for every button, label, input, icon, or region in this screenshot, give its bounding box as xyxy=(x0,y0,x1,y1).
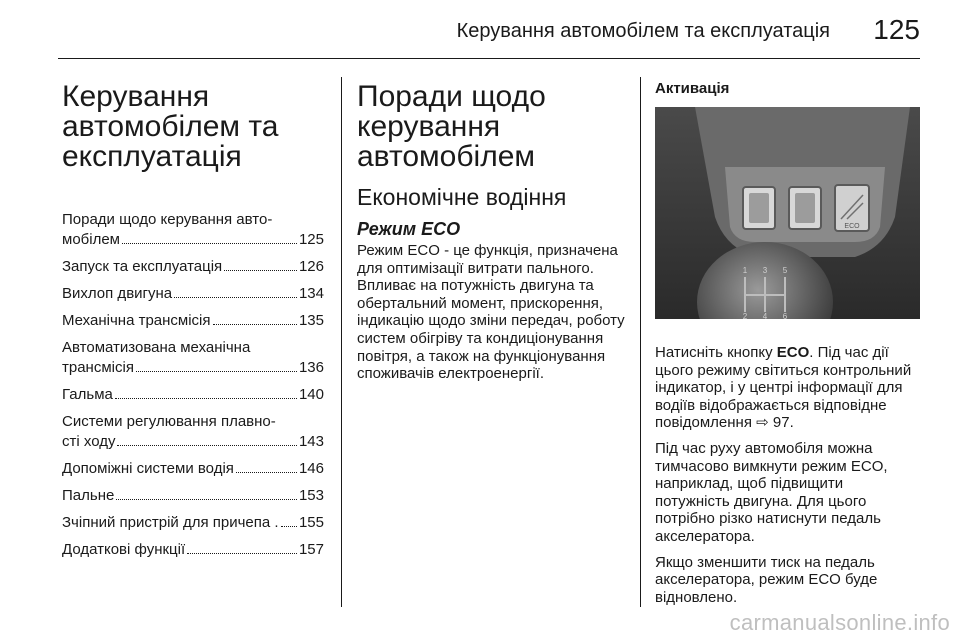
toc-entry-title: Вихлоп двигуна xyxy=(62,285,173,302)
toc-entry-page: 126 xyxy=(298,258,324,275)
toc-entry[interactable] xyxy=(62,540,324,560)
toc-entry-title: Зчіпний пристрій для причепа . xyxy=(62,514,279,531)
toc-entry-page: 153 xyxy=(298,487,324,504)
toc-entry-title: Допоміжні системи водія xyxy=(62,460,234,477)
toc-entry-title-line: Системи регулювання плавно- xyxy=(62,413,276,430)
toc-entry[interactable] xyxy=(62,412,324,452)
gear-number: 6 xyxy=(782,312,788,319)
toc-entry[interactable] xyxy=(62,284,324,304)
gear-number: 4 xyxy=(762,312,768,319)
toc-column xyxy=(62,82,324,567)
toc-leader-dots xyxy=(187,553,297,554)
activation-heading: Активація xyxy=(655,80,730,97)
toc-leader-dots xyxy=(122,243,297,244)
toc-entry[interactable] xyxy=(62,311,324,331)
toc-entry[interactable] xyxy=(62,513,324,533)
activation-paragraph-1: Натисніть кнопку ECO. Під час дії цього режиму світиться контрольний індикатор, і у центрі інформації для водіїв відображається відповідне повідомлення ⇨ 97. xyxy=(655,344,912,432)
toc-leader-dots xyxy=(117,445,297,446)
toc-entry-title: трансмісія xyxy=(62,359,134,376)
section-column xyxy=(357,82,627,383)
toc-leader-dots xyxy=(224,270,297,271)
toc-entry-title: Гальма xyxy=(62,386,113,403)
toc-entry-title: Запуск та експлуатація xyxy=(62,258,223,275)
gear-number: 2 xyxy=(742,312,748,319)
gear-number: 1 xyxy=(742,266,748,275)
column-divider-right xyxy=(640,77,641,607)
section-title: Поради щодо керування автомобілем xyxy=(357,80,546,173)
switch-middle xyxy=(789,187,821,229)
chapter-title: Керування автомобілем та експлуатація xyxy=(62,80,279,173)
toc-entry-page: 125 xyxy=(298,231,324,248)
switch-left xyxy=(743,187,775,229)
toc-entry-page: 134 xyxy=(298,285,324,302)
toc-entry-page: 157 xyxy=(298,541,324,558)
activation-paragraph-3: Якщо зменшити тиск на педаль акселератора, режим ECO буде відновлено. xyxy=(655,553,878,606)
toc-entry-title-line: Поради щодо керування авто- xyxy=(62,211,273,228)
page-header xyxy=(0,14,920,48)
toc-entry-title-line: Автоматизована механічна xyxy=(62,339,251,356)
toc-entry[interactable] xyxy=(62,210,324,250)
toc-entry-title: Додаткові функції xyxy=(62,541,186,558)
eco-mode-heading: Режим ECO xyxy=(357,219,461,239)
toc-entry[interactable] xyxy=(62,338,324,378)
toc-entry[interactable] xyxy=(62,459,324,479)
toc-entry[interactable] xyxy=(62,486,324,506)
toc-leader-dots xyxy=(136,371,297,372)
toc-entry-page: 140 xyxy=(298,386,324,403)
toc-leader-dots xyxy=(116,499,297,500)
toc-entry[interactable] xyxy=(62,385,324,405)
toc-entry-page: 146 xyxy=(298,460,324,477)
eco-button-label: ECO xyxy=(844,223,860,230)
header-rule xyxy=(58,58,920,59)
toc-entry-title: мобілем xyxy=(62,231,120,248)
eco-mode-description: Режим ECO - це функція, призначена для оптимізації витрати пального. Впливає на потужність двигуна та обертальний момент, прискорення, індикацію щодо зміни передач, роботу систем обігріву та кондиціонування повітря, а також на функціонування споживачів електроенергії. xyxy=(357,242,625,383)
toc-entry-title: сті ходу xyxy=(62,433,116,450)
page-reference-arrow-icon: ⇨ xyxy=(756,414,769,432)
watermark: carmanualsonline.info xyxy=(729,610,950,635)
toc-entry-title: Пальне xyxy=(62,487,115,504)
toc-entry-page: 136 xyxy=(298,359,324,376)
gear-number: 3 xyxy=(762,266,768,275)
gear-number: 5 xyxy=(782,266,788,275)
activation-paragraph-2: Під час руху автомобіля можна тимчасово вимкнути режим ECO, наприклад, щоб підвищити потужність двигуна. Для цього потрібно різко натиснути педаль акселератора. xyxy=(655,439,888,545)
toc-entry-page: 143 xyxy=(298,433,324,450)
activation-column xyxy=(655,80,917,614)
page-reference: 97. xyxy=(772,414,794,432)
toc-leader-dots xyxy=(174,297,297,298)
toc-list xyxy=(62,210,324,560)
toc-entry-page: 135 xyxy=(298,312,324,329)
toc-entry[interactable] xyxy=(62,257,324,277)
page-number: 125 xyxy=(873,14,920,45)
eco-button-reference: ECO xyxy=(776,344,810,361)
eco-button xyxy=(835,185,869,231)
toc-leader-dots xyxy=(213,324,297,325)
toc-entry-title: Механічна трансмісія xyxy=(62,312,211,329)
toc-leader-dots xyxy=(115,398,297,399)
column-divider-left xyxy=(341,77,342,607)
toc-leader-dots xyxy=(281,526,297,527)
header-title: Керування автомобілем та експлуатація xyxy=(456,20,830,42)
toc-leader-dots xyxy=(236,472,297,473)
eco-button-figure xyxy=(655,107,920,319)
subsection-title: Економічне водіння xyxy=(357,184,567,210)
toc-entry-page: 155 xyxy=(298,514,324,531)
